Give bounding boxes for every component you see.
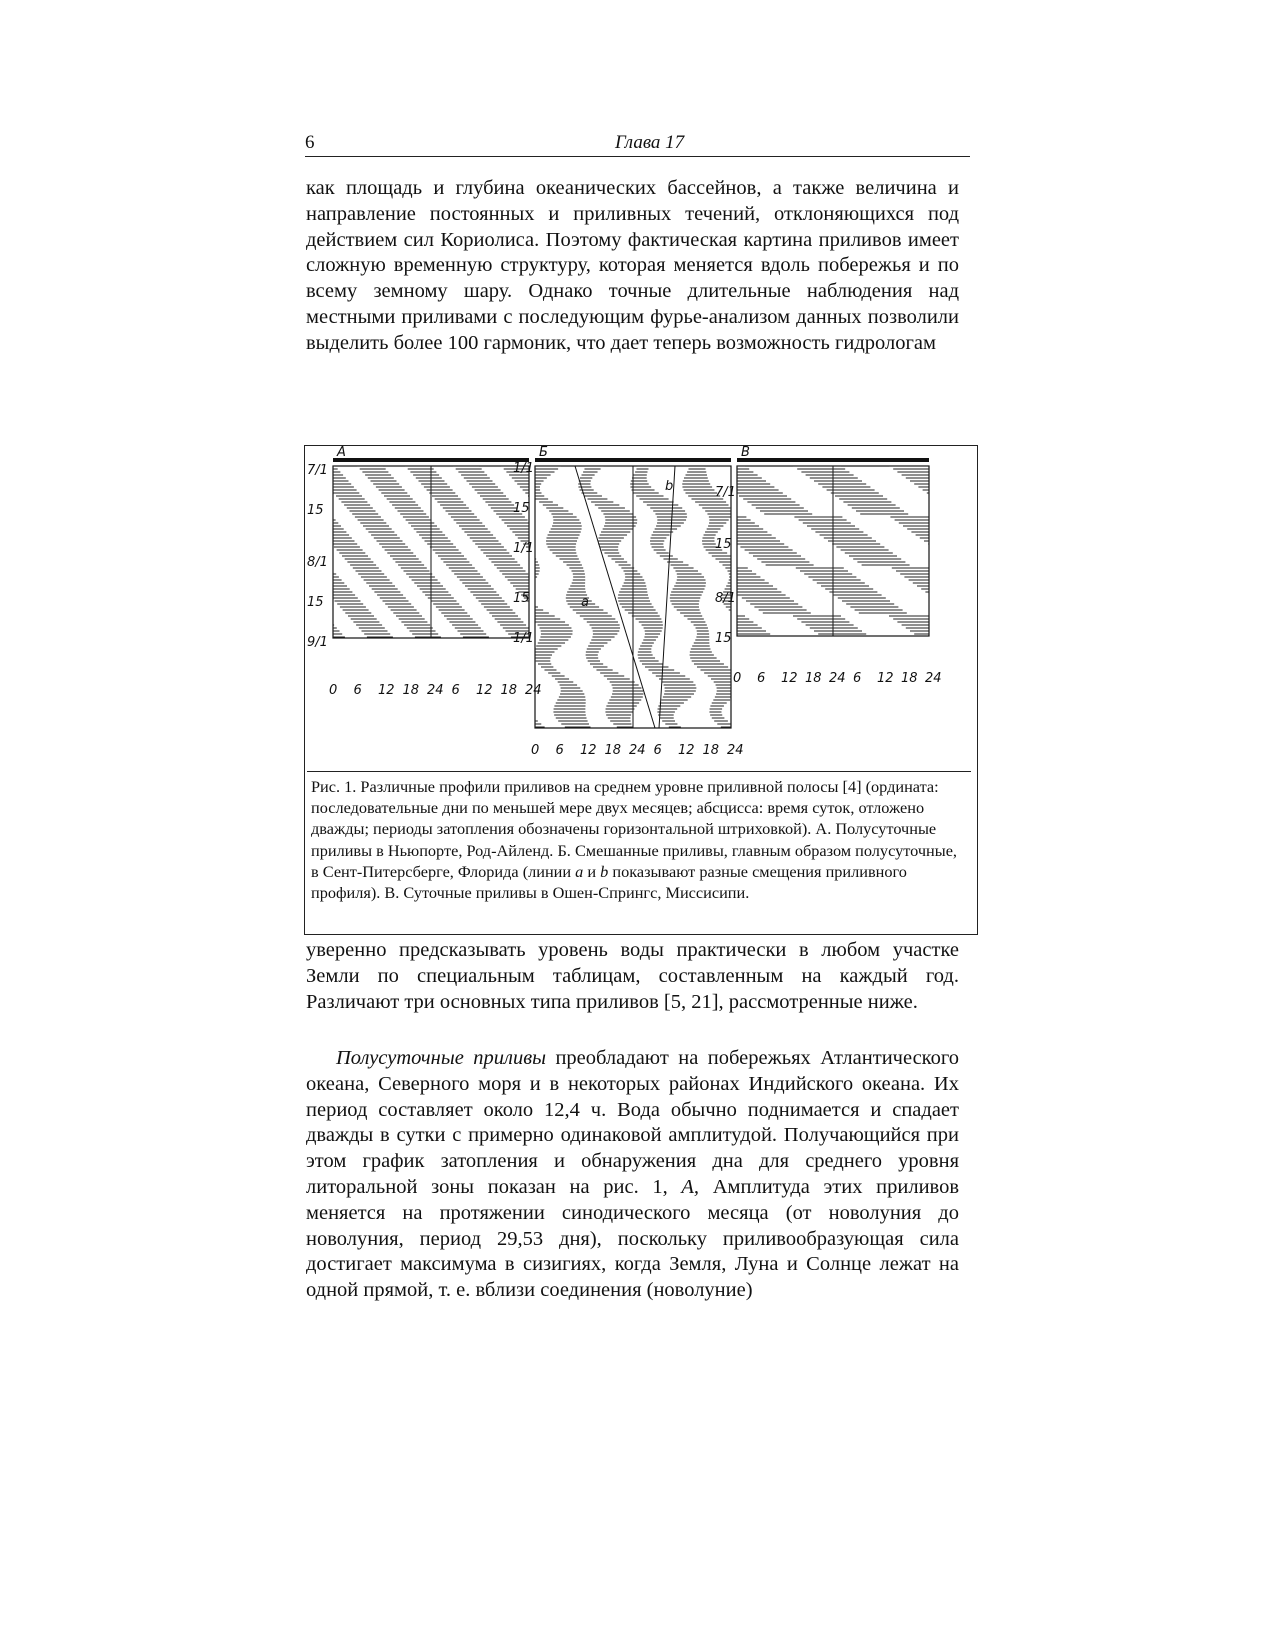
caption-text-1: Рис. 1. Различные профили приливов на среднем уровне приливной полосы [4] (ордината: последовательные дни по меньшей мере двух месяцев; абсцисса: время суток, отложено дважды; периоды затопления обозначены горизонтальной штриховкой). А. Полусуточные приливы в Ньюпорте, Род-Айленд. Б. Смешанные приливы, главным образом полусуточные, в Сент-Питерсберге, Флорида (линии xyxy=(311,777,957,881)
y-tick-label: 1/1 xyxy=(513,461,534,476)
paragraph-1-text: как площадь и глубина океанических бассейнов, а также величина и направление постоянных и приливных течений, отклоняющихся под действием сил Кориолиса. Поэтому фактическая картина приливов имеет сложную временную структуру, которая меняется вдоль побережья и по всему земному шару. Однако точные длительные наблюдения над местными приливами с последующим фурье-анализом данных позволили выделить более 100 гармоник, что дает теперь возможность гидрологам xyxy=(306,177,959,354)
figure-1 xyxy=(304,445,978,935)
x-tick-label: 18 xyxy=(604,743,622,758)
y-tick-label: 15 xyxy=(715,631,732,646)
x-tick-label: 6 xyxy=(853,671,862,686)
figure-ref: А, xyxy=(681,1175,700,1198)
x-tick-label: 6 xyxy=(757,671,766,686)
caption-text-and: и xyxy=(583,861,601,881)
x-tick-label: 24 xyxy=(727,743,744,758)
paragraph-3 xyxy=(306,1046,959,1304)
panel-label: Б xyxy=(539,446,548,460)
caption-italic-a: a xyxy=(575,861,584,881)
flooding-hatching xyxy=(505,466,977,634)
x-tick-label: 12 xyxy=(476,683,493,698)
x-tick-label: 12 xyxy=(580,743,597,758)
x-tick-label: 12 xyxy=(678,743,695,758)
x-tick-label: 18 xyxy=(702,743,720,758)
y-tick-label: 15 xyxy=(513,501,530,516)
x-tick-label: 0 xyxy=(329,683,338,698)
y-tick-label: 1/1 xyxy=(513,631,534,646)
y-tick-label: 8/1 xyxy=(715,591,736,606)
x-tick-label: 24 xyxy=(525,683,542,698)
y-tick-label: 1/1 xyxy=(513,541,534,556)
x-tick-label: 24 xyxy=(925,671,942,686)
paragraph-1 xyxy=(306,176,959,357)
panel-top-bar xyxy=(333,458,529,462)
term-semidiurnal: Полусуточные приливы xyxy=(336,1047,546,1069)
x-tick-label: 24 xyxy=(629,743,646,758)
running-header xyxy=(305,132,970,157)
x-tick-label: 18 xyxy=(805,671,822,686)
paragraph-3-part-2: Амплитуда этих приливов меняется на протяжении синодического месяца (от новолуния до новолуния, период 29,53 дня), поскольку приливообразующая сила достигает максимума в сизигиях, когда Земля, Луна и Солнце лежат на одной прямой, т. е. вблизи соединения (новолуние) xyxy=(306,1175,960,1302)
x-tick-label: 0 xyxy=(733,671,742,686)
x-tick-label: 24 xyxy=(427,683,444,698)
y-tick-label: 15 xyxy=(513,591,530,606)
x-tick-label: 18 xyxy=(402,683,420,698)
y-tick-label: 8/1 xyxy=(307,555,328,570)
x-tick-label: 6 xyxy=(353,683,362,698)
page-number: 6 xyxy=(305,132,315,153)
paragraph-2-text: уверенно предсказывать уровень воды практически в любом участке Земли по специальным таблицам, составленным на каждый год. Различают три основных типа приливов [5, 21], рассмотренные ниже. xyxy=(306,939,959,1013)
figure-caption xyxy=(307,771,971,903)
paragraph-3-part-1: преобладают на побережьях Атлантического океана, Северного моря и в некоторых районах Индийского океана. Их период составляет около 12,4 ч. Вода обычно поднимается и спадает дважды в сутки с примерно одинаковой амплитудой. Получающийся при этом график затопления и обнаружения дна для среднего уровня литоральной зоны показан на рис. 1, xyxy=(306,1047,959,1198)
caption-text-2: показывают разные смещения приливного профиля). В. Суточные приливы в Ошен-Спрингс, Миссисипи. xyxy=(311,861,907,903)
y-tick-label: 9/1 xyxy=(307,635,328,650)
caption-italic-b: b xyxy=(600,861,609,881)
line-label-b: b xyxy=(665,479,674,494)
x-tick-label: 12 xyxy=(781,671,798,686)
y-tick-label: 15 xyxy=(307,595,324,610)
y-tick-label: 7/1 xyxy=(715,485,736,500)
panel-top-bar xyxy=(737,458,929,462)
x-tick-label: 24 xyxy=(829,671,846,686)
line-label-a: a xyxy=(581,595,589,610)
x-tick-label: 6 xyxy=(555,743,564,758)
panel-label: А xyxy=(337,446,346,460)
x-tick-label: 18 xyxy=(500,683,518,698)
chapter-title: Глава 17 xyxy=(615,132,685,153)
x-tick-label: 6 xyxy=(451,683,460,698)
x-tick-label: 12 xyxy=(378,683,395,698)
paragraph-3-text xyxy=(306,1046,959,1304)
panel-top-bar xyxy=(535,458,731,462)
x-tick-label: 18 xyxy=(901,671,918,686)
x-tick-label: 0 xyxy=(531,743,540,758)
y-tick-label: 7/1 xyxy=(307,463,328,478)
x-tick-label: 6 xyxy=(653,743,662,758)
x-tick-label: 12 xyxy=(877,671,894,686)
paragraph-2 xyxy=(306,938,959,1015)
y-tick-label: 15 xyxy=(715,537,732,552)
panel-label: В xyxy=(741,446,750,460)
y-tick-label: 15 xyxy=(307,503,324,518)
